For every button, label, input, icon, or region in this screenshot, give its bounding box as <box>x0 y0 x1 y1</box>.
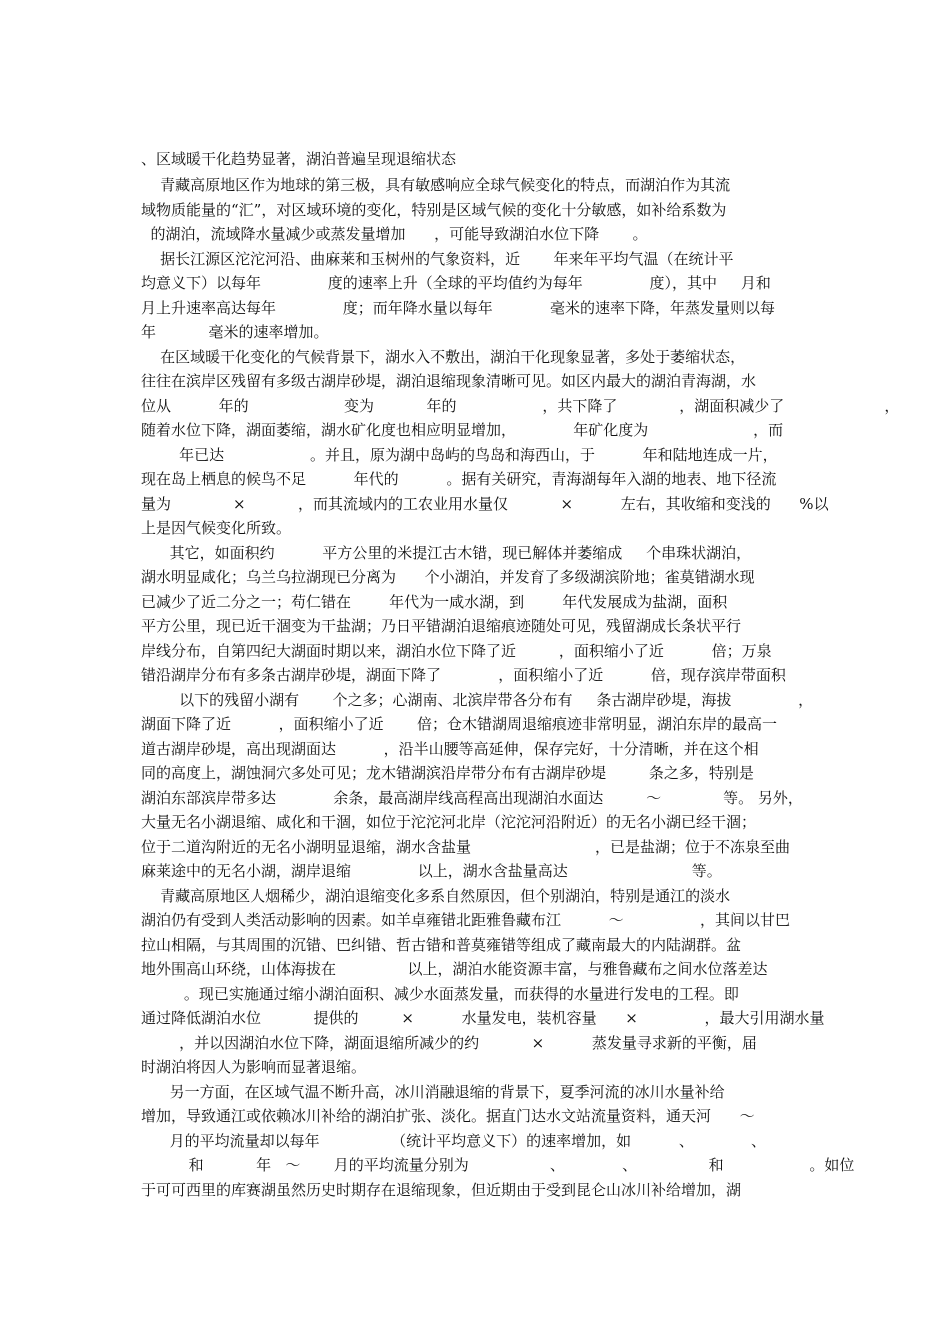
text-line: 和 年 ～ 月的平均流量分别为 、 、 和 。如位 <box>141 1156 855 1174</box>
text-line: 往往在滨岸区残留有多级古湖岸砂堤，湖泊退缩现象清晰可见。如区内最大的湖泊青海湖，水 <box>141 372 757 390</box>
text-line: 域物质能量的“汇”，对区域环境的变化，特别是区域气候的变化十分敏感，如补给系数为 <box>141 200 727 219</box>
text-line: 月上升速率高达每年 度；而年降水量以每年 毫米的速率下降，年蒸发量则以每 <box>141 298 775 317</box>
text-line: 量为 × ，而其流域内的工农业用水量仅 × 左右，其收缩和变浅的 %以 <box>141 494 829 513</box>
paragraph <box>141 884 825 1080</box>
text-line: 位于二道沟附近的无名小湖明显退缩，湖水含盐量 ，已是盐湖；位于不冻泉至曲 <box>141 837 790 856</box>
text-line: 于可可西里的库赛湖虽然历史时期存在退缩现象，但近期由于受到昆仑山冰川补给增加，湖 <box>141 1180 742 1199</box>
text-line: 拉山相隔，与其周围的沉错、巴纠错、哲古错和普莫雍错等组成了藏南最大的内陆湖群。盆 <box>141 935 742 954</box>
text-line: 道古湖岸砂堤，高出现湖面达 ，沿半山腰等高延伸，保存完好，十分清晰，并在这个相 <box>141 739 759 758</box>
paragraph-list <box>141 173 900 1202</box>
text-line: 湖泊东部滨岸带多达 余条，最高湖岸线高程高出现湖泊水面达 ～ 等。 另外， <box>141 788 803 807</box>
text-line: 增加，导致通江或依赖冰川补给的湖泊扩张、淡化。据直门达水文站流量资料，通天河 ～ <box>141 1107 755 1125</box>
text-line: 湖水明显咸化；乌兰乌拉湖现已分离为 个小湖泊，并发育了多级湖滨阶地；雀莫错湖水现 <box>141 568 755 586</box>
text-line: 其它，如面积约 平方公里的米提江古木错，现已解体并萎缩成 个串珠状湖泊， <box>141 543 752 562</box>
section-heading: 、区域暖干化趋势显著，湖泊普遍呈现退缩状态 <box>141 150 457 168</box>
text-line: 年 毫米的速率增加。 <box>141 323 329 341</box>
text-line: 据长江源区沱沱河沿、曲麻莱和玉树州的气象资料，近 年来年平均气温（在统计平 <box>141 249 734 268</box>
paragraph <box>141 345 900 541</box>
text-line: 时湖泊将因人为影响而显著退缩。 <box>141 1058 367 1076</box>
paragraph <box>141 541 814 884</box>
text-line: 同的高度上，湖蚀洞穴多处可见；龙木错湖滨沿岸带分布有古湖岸砂堤 条之多，特别是 <box>141 764 754 782</box>
text-line: 平方公里，现已近干涸变为干盐湖；乃日平错湖泊退缩痕迹随处可见，残留湖成长条状平行 <box>141 617 742 635</box>
text-line: 青藏高原地区人烟稀少，湖泊退缩变化多系自然原因，但个别湖泊，特别是通江的淡水 <box>141 886 731 905</box>
document-body <box>141 145 900 1202</box>
text-line: 大量无名小湖退缩、咸化和干涸，如位于沱沱河北岸（沱沱河沿附近）的无名小湖已经干涸； <box>141 813 757 831</box>
text-line: 现在岛上栖息的候鸟不足 年代的 。据有关研究，青海湖每年入湖的地表、地下径流 <box>141 470 777 488</box>
text-line: 位从 年的 变为 年的 ，共下降了 ，湖面积减少了 ， <box>141 396 900 415</box>
text-line: 青藏高原地区作为地球的第三极，具有敏感响应全球气候变化的特点，而湖泊作为其流 <box>141 176 731 194</box>
paragraph <box>141 173 811 247</box>
text-line: 上是因气候变化所致。 <box>141 519 292 537</box>
text-line: 地外围高山环绕，山体海拔在 以上，湖泊水能资源丰富，与雅鲁藏布之间水位落差达 <box>141 960 768 978</box>
text-line: 月的平均流量却以每年 （统计平均意义下）的速率增加，如 、 、 <box>141 1131 767 1150</box>
text-line: 在区域暖干化变化的气候背景下，湖水入不敷出，湖泊干化现象显著，多处于萎缩状态， <box>141 347 746 366</box>
text-line: 通过降低湖泊水位 提供的 × 水量发电，装机容量 × ，最大引用湖水量 <box>141 1009 825 1027</box>
text-line: 的湖泊，流域降水量减少或蒸发量增加 ，可能导致湖泊水位下降 。 <box>141 225 648 243</box>
paragraph <box>141 1080 855 1203</box>
text-line: 以下的残留小湖有 个之多；心湖南、北滨岸带各分布有 条古湖岸砂堤，海拔 ， <box>141 690 814 709</box>
text-line: 年已达 。并且，原为湖中岛屿的鸟岛和海西山，于 年和陆地连成一片， <box>141 445 778 464</box>
text-line: 已减少了近二分之一；苟仁错在 年代为一咸水湖，到 年代发展成为盐湖，面积 <box>141 592 728 611</box>
text-line: 岸线分布，自第四纪大湖面时期以来，湖泊水位下降了近 ，面积缩小了近 倍；万泉 <box>141 641 772 660</box>
text-line: 均意义下）以每年 度的速率上升（全球的平均值约为每年 度），其中 月和 <box>141 274 771 292</box>
text-line: 麻莱途中的无名小湖，湖岸退缩 以上，湖水含盐量高达 等。 <box>141 862 722 880</box>
text-line: 另一方面，在区域气温不断升高，冰川消融退缩的背景下，夏季河流的冰川水量补给 <box>141 1082 725 1101</box>
text-line: 。现已实施通过缩小湖泊面积、减少水面蒸发量，而获得的水量进行发电的工程。即 <box>141 984 739 1003</box>
text-line: ，并以因湖泊水位下降，湖面退缩所减少的约 × 蒸发量寻求新的平衡，届 <box>141 1033 757 1052</box>
text-line: 错沿湖岸分布有多条古湖岸砂堤，湖面下降了 ，面积缩小了近 倍，现存滨岸带面积 <box>141 666 786 684</box>
text-line: 湖面下降了近 ，面积缩小了近 倍；仓木错湖周退缩痕迹非常明显，湖泊东岸的最高一 <box>141 715 778 733</box>
text-line: 随着水位下降，湖面萎缩，湖水矿化度也相应明显增加， 年矿化度为 ，而 <box>141 421 784 439</box>
paragraph <box>141 247 811 345</box>
text-line: 湖泊仍有受到人类活动影响的因素。如羊卓雍错北距雅鲁藏布江 ～ ，其间以甘巴 <box>141 911 790 929</box>
